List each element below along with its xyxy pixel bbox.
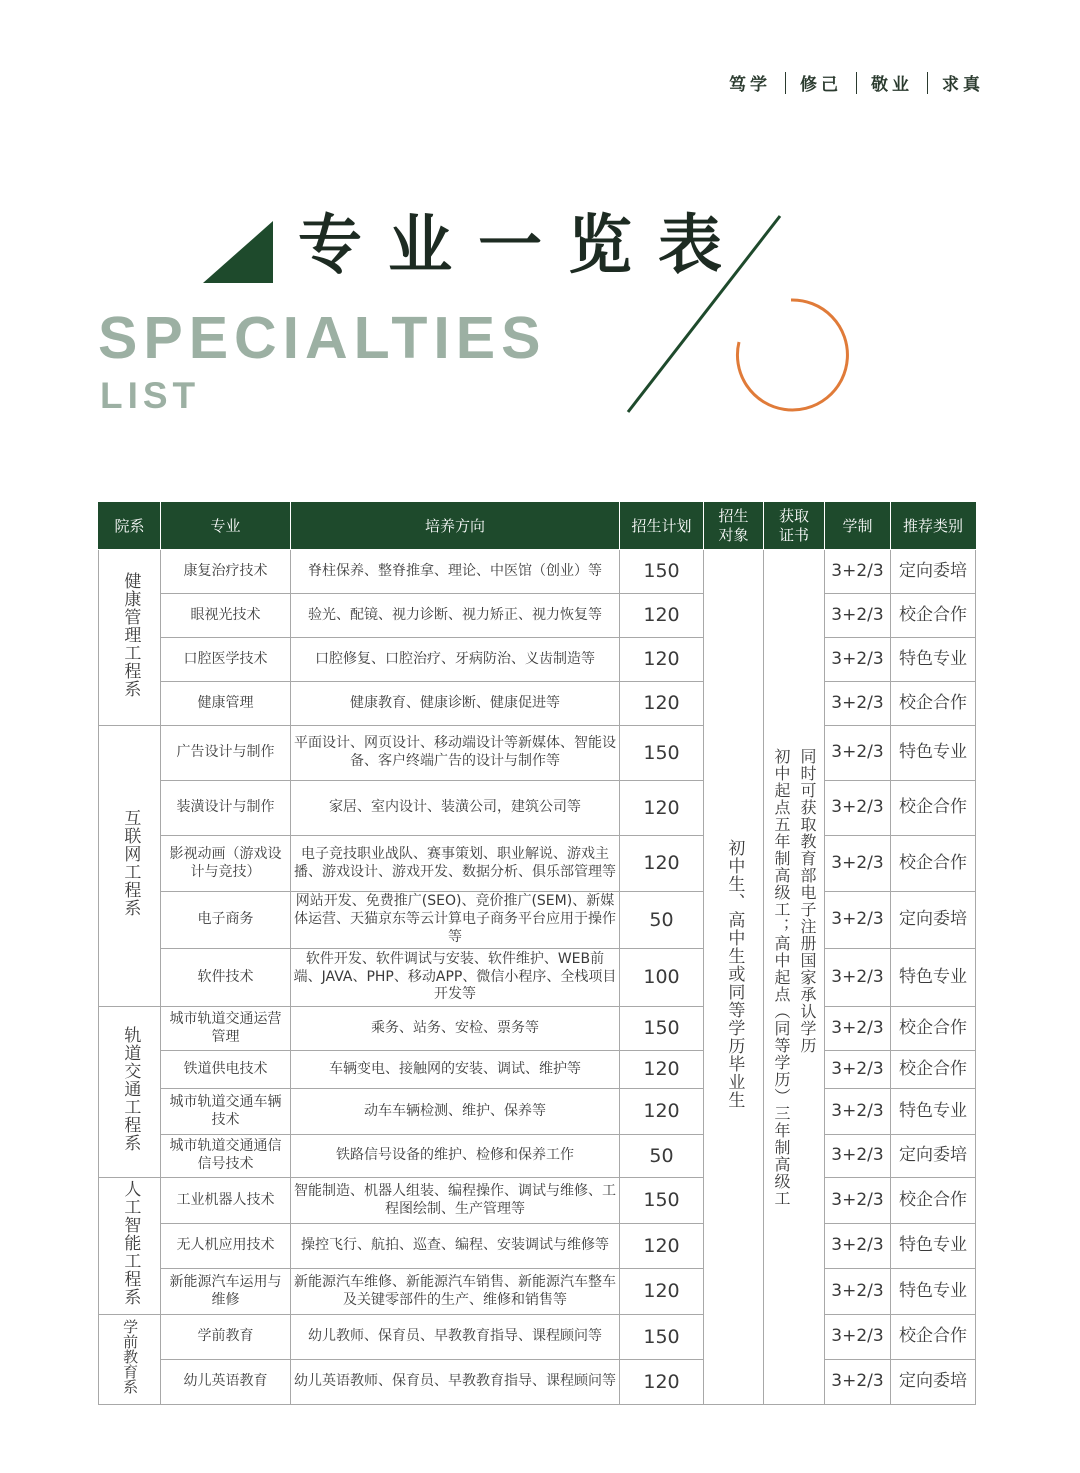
- direction-cell: 口腔修复、口腔治疗、牙病防治、义齿制造等: [291, 638, 620, 682]
- category-cell: 定向委培: [891, 550, 976, 594]
- category-cell: 校企合作: [891, 594, 976, 638]
- category-cell: 定向委培: [891, 1360, 976, 1405]
- motto-divider: [785, 72, 786, 94]
- header-dept: 院系: [99, 503, 161, 550]
- table-row: [99, 1135, 976, 1178]
- table-row: [99, 1360, 976, 1405]
- duration-cell: 3+2/3: [825, 1135, 891, 1178]
- direction-cell: 验光、配镜、视力诊断、视力矫正、视力恢复等: [291, 594, 620, 638]
- page-title: 专业一览表: [298, 208, 748, 283]
- plan-cell: 120: [620, 836, 704, 892]
- table-row: [99, 1007, 976, 1051]
- direction-cell: 铁路信号设备的维护、检修和保养工作: [291, 1135, 620, 1178]
- dept-cell: 健康管理工程系: [99, 550, 161, 726]
- category-cell: 定向委培: [891, 1135, 976, 1178]
- major-cell: 软件技术: [161, 949, 291, 1007]
- direction-cell: 健康教育、健康诊断、健康促进等: [291, 682, 620, 726]
- plan-cell: 120: [620, 594, 704, 638]
- table-row: [99, 1051, 976, 1089]
- duration-cell: 3+2/3: [825, 1089, 891, 1135]
- plan-cell: 150: [620, 726, 704, 781]
- header-target: 招生对象: [704, 503, 764, 550]
- plan-cell: 120: [620, 781, 704, 836]
- cert-cell: 同时可获取教育部电子注册国家承认学历 初中起点五年制高级工；高中起点（同等学历）三年制高级工: [764, 550, 825, 1405]
- header-category: 推荐类别: [891, 503, 976, 550]
- duration-cell: 3+2/3: [825, 1315, 891, 1360]
- dept-cell: 互联网工程系: [99, 726, 161, 1007]
- category-cell: 特色专业: [891, 726, 976, 781]
- plan-cell: 120: [620, 1224, 704, 1269]
- page-title-english: SPECIALTIES: [98, 305, 547, 371]
- major-cell: 口腔医学技术: [161, 638, 291, 682]
- header-direction: 培养方向: [291, 503, 620, 550]
- major-cell: 影视动画（游戏设计与竞技）: [161, 836, 291, 892]
- category-cell: 校企合作: [891, 1315, 976, 1360]
- plan-cell: 120: [620, 682, 704, 726]
- direction-cell: 网站开发、免费推广(SEO)、竞价推广(SEM)、新媒体运营、天猫京东等云计算电子商务平台应用于操作等: [291, 892, 620, 949]
- decorative-slash-arc: [600, 200, 860, 420]
- duration-cell: 3+2/3: [825, 836, 891, 892]
- table-row: [99, 836, 976, 892]
- category-cell: 特色专业: [891, 1269, 976, 1315]
- duration-cell: 3+2/3: [825, 638, 891, 682]
- header-plan: 招生计划: [620, 503, 704, 550]
- direction-cell: 电子竞技职业战队、赛事策划、职业解说、游戏主播、游戏设计、游戏开发、数据分析、俱乐部管理等: [291, 836, 620, 892]
- direction-cell: 脊柱保养、整脊推拿、理论、中医馆（创业）等: [291, 550, 620, 594]
- plan-cell: 120: [620, 1269, 704, 1315]
- category-cell: 校企合作: [891, 1051, 976, 1089]
- major-cell: 广告设计与制作: [161, 726, 291, 781]
- table-row: [99, 1089, 976, 1135]
- major-cell: 城市轨道交通车辆技术: [161, 1089, 291, 1135]
- plan-cell: 120: [620, 1360, 704, 1405]
- duration-cell: 3+2/3: [825, 1007, 891, 1051]
- table-row: [99, 638, 976, 682]
- major-cell: 新能源汽车运用与维修: [161, 1269, 291, 1315]
- direction-cell: 幼儿英语教师、保育员、早教教育指导、课程顾问等: [291, 1360, 620, 1405]
- major-cell: 装潢设计与制作: [161, 781, 291, 836]
- motto-item: 修己: [800, 75, 842, 95]
- major-cell: 健康管理: [161, 682, 291, 726]
- plan-cell: 150: [620, 1007, 704, 1051]
- page-title-english-sub: LIST: [100, 375, 201, 416]
- direction-cell: 软件开发、软件调试与安装、软件维护、WEB前端、JAVA、PHP、移动APP、微信小程序、全栈项目开发等: [291, 949, 620, 1007]
- direction-cell: 家居、室内设计、装潢公司，建筑公司等: [291, 781, 620, 836]
- table-row: [99, 781, 976, 836]
- major-cell: 康复治疗技术: [161, 550, 291, 594]
- category-cell: 校企合作: [891, 781, 976, 836]
- header-cert: 获取证书: [764, 503, 825, 550]
- category-cell: 特色专业: [891, 1224, 976, 1269]
- plan-cell: 50: [620, 892, 704, 949]
- plan-cell: 150: [620, 550, 704, 594]
- school-motto: [729, 70, 984, 95]
- table-row: [99, 949, 976, 1007]
- category-cell: 校企合作: [891, 836, 976, 892]
- duration-cell: 3+2/3: [825, 1360, 891, 1405]
- category-cell: 校企合作: [891, 682, 976, 726]
- duration-cell: 3+2/3: [825, 892, 891, 949]
- major-cell: 电子商务: [161, 892, 291, 949]
- category-cell: 校企合作: [891, 1007, 976, 1051]
- table-row: [99, 550, 976, 594]
- major-cell: 无人机应用技术: [161, 1224, 291, 1269]
- major-cell: 城市轨道交通通信信号技术: [161, 1135, 291, 1178]
- plan-cell: 120: [620, 1089, 704, 1135]
- duration-cell: 3+2/3: [825, 1269, 891, 1315]
- table-header-row: [99, 503, 976, 550]
- table-row: [99, 594, 976, 638]
- category-cell: 校企合作: [891, 1178, 976, 1224]
- category-cell: 特色专业: [891, 638, 976, 682]
- table-row: [99, 682, 976, 726]
- plan-cell: 150: [620, 1178, 704, 1224]
- plan-cell: 150: [620, 1315, 704, 1360]
- table-row: [99, 1269, 976, 1315]
- decorative-arc: [737, 300, 847, 410]
- direction-cell: 乘务、站务、安检、票务等: [291, 1007, 620, 1051]
- motto-item: 笃学: [729, 75, 771, 95]
- dept-cell: 人工智能工程系: [99, 1178, 161, 1315]
- table-row: [99, 726, 976, 781]
- duration-cell: 3+2/3: [825, 949, 891, 1007]
- major-cell: 学前教育: [161, 1315, 291, 1360]
- direction-cell: 幼儿教师、保育员、早教教育指导、课程顾问等: [291, 1315, 620, 1360]
- major-cell: 工业机器人技术: [161, 1178, 291, 1224]
- plan-cell: 120: [620, 1051, 704, 1089]
- duration-cell: 3+2/3: [825, 594, 891, 638]
- title-triangle-icon: [203, 221, 273, 283]
- duration-cell: 3+2/3: [825, 1224, 891, 1269]
- major-cell: 眼视光技术: [161, 594, 291, 638]
- motto-divider: [927, 72, 928, 94]
- motto-item: 敬业: [871, 75, 913, 95]
- header-major: 专业: [161, 503, 291, 550]
- table-row: [99, 1178, 976, 1224]
- direction-cell: 车辆变电、接触网的安装、调试、维护等: [291, 1051, 620, 1089]
- major-cell: 幼儿英语教育: [161, 1360, 291, 1405]
- duration-cell: 3+2/3: [825, 550, 891, 594]
- header-duration: 学制: [825, 503, 891, 550]
- duration-cell: 3+2/3: [825, 781, 891, 836]
- category-cell: 定向委培: [891, 892, 976, 949]
- plan-cell: 50: [620, 1135, 704, 1178]
- major-cell: 城市轨道交通运营管理: [161, 1007, 291, 1051]
- decorative-slash: [628, 216, 780, 412]
- target-cell: 初中生、高中生或同等学历毕业生: [704, 550, 764, 1405]
- plan-cell: 120: [620, 638, 704, 682]
- table-row: [99, 1315, 976, 1360]
- table-row: [99, 892, 976, 949]
- duration-cell: 3+2/3: [825, 1178, 891, 1224]
- direction-cell: 动车车辆检测、维护、保养等: [291, 1089, 620, 1135]
- dept-cell: 轨道交通工程系: [99, 1007, 161, 1178]
- motto-divider: [856, 72, 857, 94]
- major-cell: 铁道供电技术: [161, 1051, 291, 1089]
- direction-cell: 操控飞行、航拍、巡查、编程、安装调试与维修等: [291, 1224, 620, 1269]
- specialties-table: [98, 502, 976, 1405]
- duration-cell: 3+2/3: [825, 726, 891, 781]
- plan-cell: 100: [620, 949, 704, 1007]
- direction-cell: 新能源汽车维修、新能源汽车销售、新能源汽车整车及关键零部件的生产、维修和销售等: [291, 1269, 620, 1315]
- table-row: [99, 1224, 976, 1269]
- dept-cell: 学前教育系: [99, 1315, 161, 1405]
- direction-cell: 平面设计、网页设计、移动端设计等新媒体、智能设备、客户终端广告的设计与制作等: [291, 726, 620, 781]
- category-cell: 特色专业: [891, 1089, 976, 1135]
- direction-cell: 智能制造、机器人组装、编程操作、调试与维修、工程图绘制、生产管理等: [291, 1178, 620, 1224]
- duration-cell: 3+2/3: [825, 1051, 891, 1089]
- category-cell: 特色专业: [891, 949, 976, 1007]
- motto-item: 求真: [942, 75, 984, 95]
- duration-cell: 3+2/3: [825, 682, 891, 726]
